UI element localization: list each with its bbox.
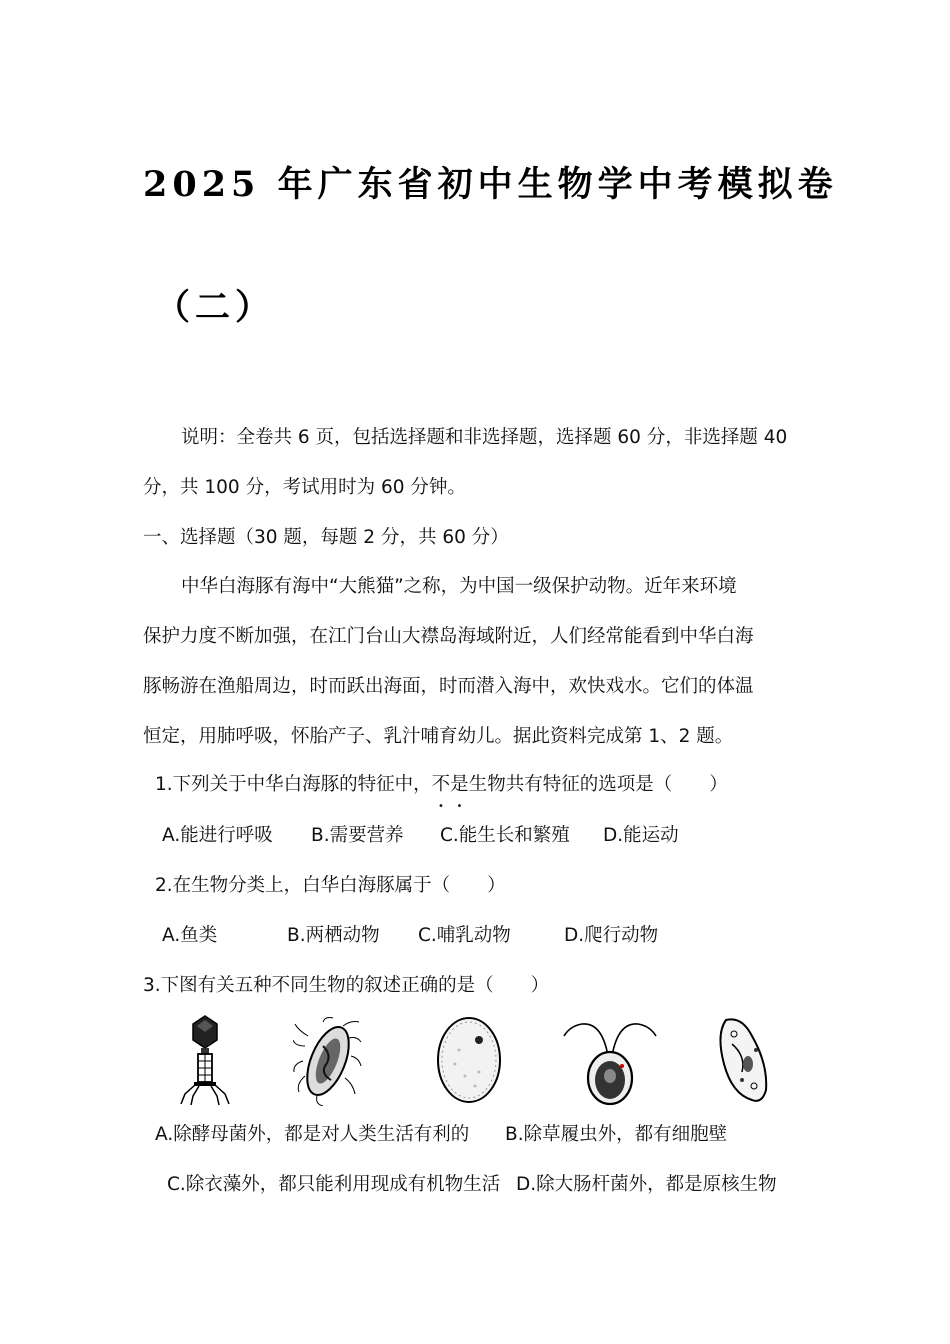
- q3-option-d: D.除大肠杆菌外，都是原核生物: [516, 1174, 777, 1195]
- emphasis-char: 是: [450, 774, 469, 795]
- section-heading: 一、选择题（30 题，每题 2 分，共 60 分）: [143, 527, 509, 548]
- passage-line-4: 恒定，用肺呼吸，怀胎产子、乳汁哺育幼儿。据此资料完成第 1、2 题。: [143, 726, 734, 747]
- passage-line-1: 中华白海豚有海中“大熊猫”之称，为中国一级保护动物。近年来环境: [181, 576, 737, 597]
- chlamydomonas-icon: [562, 1016, 658, 1106]
- q1-option-a: A.能进行呼吸: [162, 825, 273, 846]
- passage-line-2: 保护力度不断加强，在江门台山大襟岛海域附近，人们经常能看到中华白海: [143, 626, 754, 647]
- q2-option-a: A.鱼类: [162, 925, 218, 946]
- bacteriophage-icon: [175, 1012, 235, 1107]
- q1-option-d: D.能运动: [603, 825, 679, 846]
- q3-option-b: B.除草履虫外，都有细胞壁: [505, 1124, 728, 1145]
- exam-subtitle: （二）: [155, 287, 276, 328]
- q1-option-c: C.能生长和繁殖: [440, 825, 570, 846]
- q1-option-b: B.需要营养: [311, 825, 404, 846]
- exam-title: 2025 年广东省初中生物学中考模拟卷: [143, 164, 838, 205]
- question-2-stem: 2.在生物分类上，白华白海豚属于（ ）: [155, 875, 506, 896]
- instructions-line-2: 分，共 100 分，考试用时为 60 分钟。: [143, 477, 466, 498]
- paramecium-icon: [712, 1014, 774, 1106]
- q2-option-b: B.两栖动物: [287, 925, 380, 946]
- emphasis-char: 不: [431, 774, 451, 795]
- q3-option-c: C.除衣藻外，都只能利用现成有机物生活: [167, 1174, 501, 1195]
- q3-option-a: A.除酵母菌外，都是对人类生活有利的: [155, 1124, 470, 1145]
- q2-option-d: D.爬行动物: [564, 925, 659, 946]
- question-3-stem: 3.下图有关五种不同生物的叙述正确的是（ ）: [143, 975, 550, 996]
- q2-option-c: C.哺乳动物: [418, 925, 511, 946]
- instructions-line-1: 说明：全卷共 6 页，包括选择题和非选择题，选择题 60 分，非选择题 40: [181, 427, 788, 448]
- question-1-stem: 1.下列关于中华白海豚的特征中，不是生物共有特征的选项是（ ）: [155, 774, 728, 795]
- e-coli-icon: [293, 1016, 363, 1106]
- passage-line-3: 豚畅游在渔船周边，时而跃出海面，时而潜入海中，欢快戏水。它们的体温: [143, 676, 754, 697]
- yeast-cell-icon: [435, 1014, 503, 1106]
